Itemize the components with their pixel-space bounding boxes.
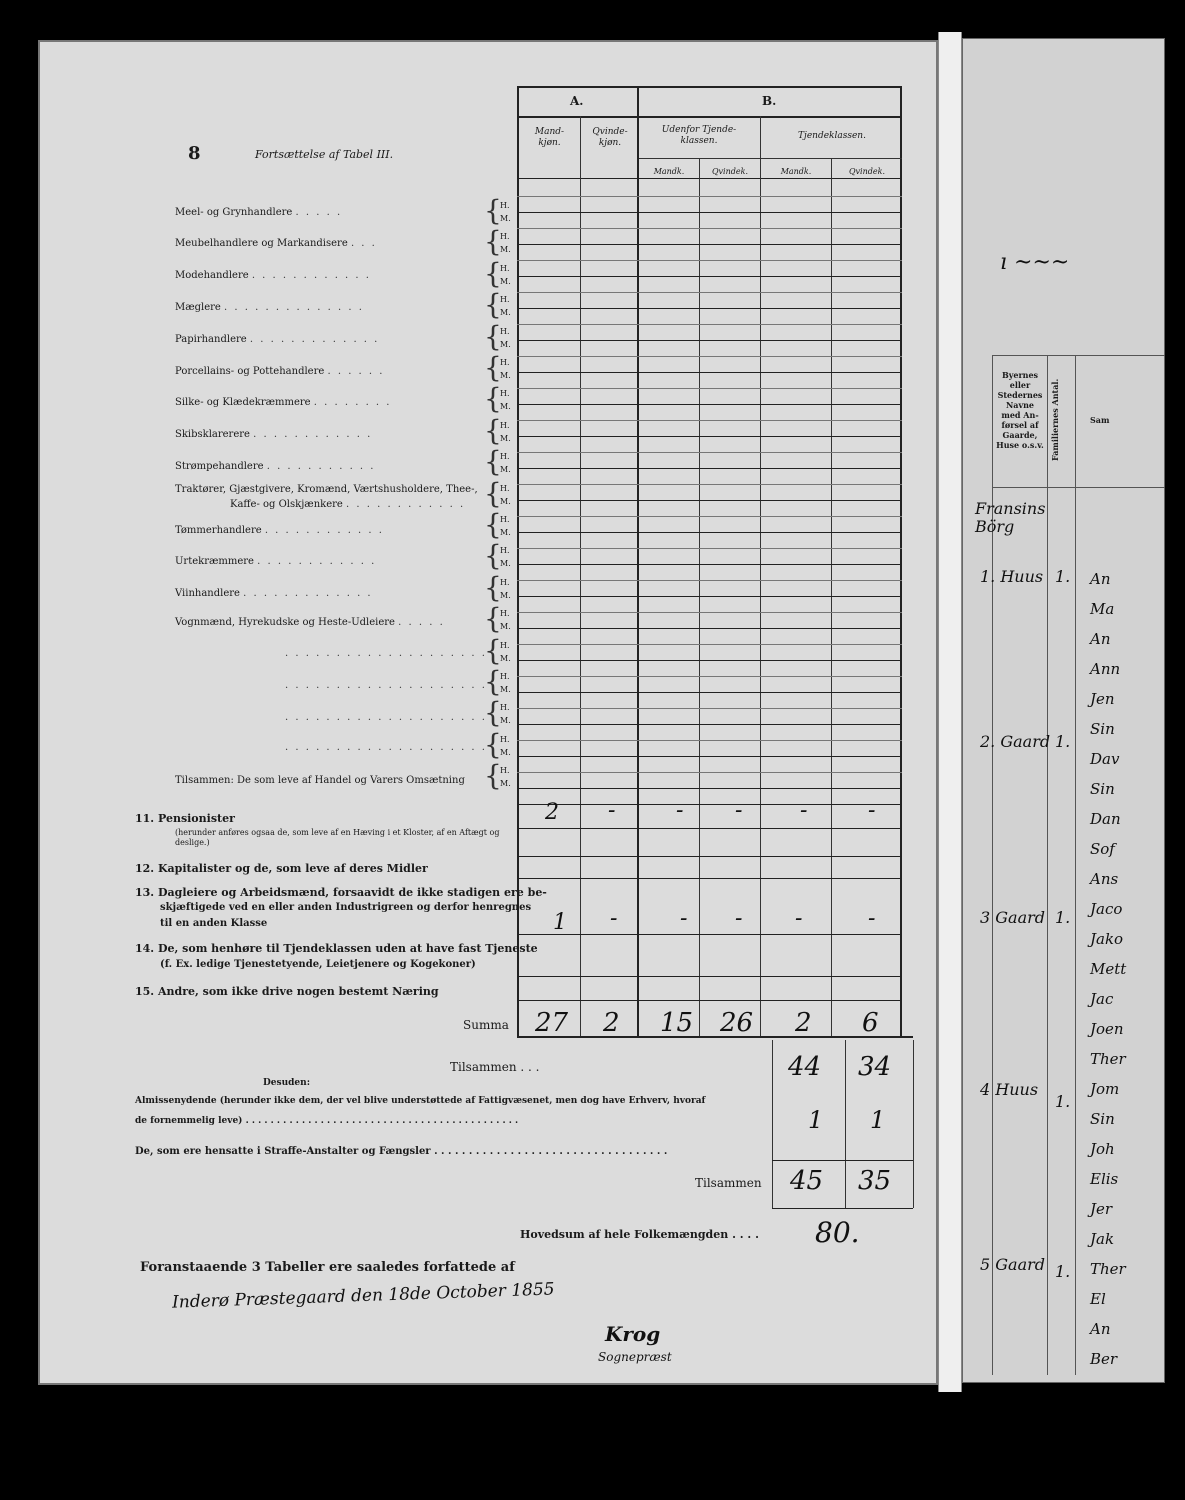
row-label: Meel- og Grynhandlere . . . . .: [175, 207, 343, 218]
row-label: Tømmerhandlere . . . . . . . . . . . .: [175, 525, 384, 536]
row-label: Urtekræmmere . . . . . . . . . . . .: [175, 556, 377, 567]
row-tilsammen-handel: Tilsammen: De som leve af Handel og Varers Omsætning: [175, 775, 465, 786]
table-row-line: [517, 516, 902, 517]
total-col-line: [845, 1040, 846, 1208]
right-name: Ther: [1090, 1050, 1126, 1068]
summa-value: 27: [535, 1008, 569, 1038]
almisse-value: 1: [870, 1106, 886, 1134]
col-mandkjon: Mand- kjøn.: [534, 127, 565, 148]
sub-qvindek-2: Qvindek.: [848, 167, 886, 176]
table-row-line: [517, 308, 902, 309]
hm-m: M.: [500, 685, 511, 694]
summa-value: 2: [795, 1008, 812, 1038]
footer-place-date: Inderø Præstegaard den 18de October 1855: [171, 1279, 555, 1313]
table-row-line: [517, 692, 902, 693]
right-entry-count: 1.: [1055, 1262, 1071, 1281]
group-b-label: B.: [762, 94, 777, 108]
hm-h: H.: [500, 515, 510, 524]
header-divider-b: [637, 158, 902, 159]
hovedsum-value: 80.: [815, 1216, 860, 1249]
table-row-line: [517, 260, 902, 261]
brace: {: [484, 759, 502, 793]
row-label: Traktører, Gjæstgivere, Kromænd, Værtshusholdere, Thee-,: [175, 484, 478, 495]
tilsammen-value: 34: [858, 1052, 892, 1082]
dagleiere-mandkjon: 1: [553, 910, 567, 935]
row-label: Modehandlere . . . . . . . . . . . .: [175, 270, 371, 281]
tilsammen2-label: Tilsammen: [695, 1176, 762, 1190]
table-row-line: [517, 708, 902, 709]
total-col-line: [772, 1040, 773, 1208]
tilsammen2-value: 35: [858, 1166, 892, 1196]
row-label: Skibsklarerere . . . . . . . . . . . .: [175, 429, 373, 440]
brace: {: [484, 319, 502, 353]
footer-signature-title: Sognepræst: [598, 1350, 672, 1364]
pensionister-dash: -: [868, 798, 876, 823]
brace: {: [484, 445, 502, 479]
right-name: Jak: [1090, 1230, 1115, 1248]
section-11: 11. Pensionister: [135, 812, 235, 825]
table-row-line: [517, 644, 902, 645]
pensionister-dash: -: [676, 798, 684, 823]
right-name: An: [1090, 570, 1111, 588]
table-row-line: [517, 420, 902, 421]
hm-m: M.: [500, 276, 511, 286]
brace: {: [484, 539, 502, 573]
col-line: [831, 158, 832, 1036]
right-name: Ber: [1090, 1350, 1118, 1368]
hm-m: M.: [500, 590, 511, 600]
right-entry-place: 4 Huus: [980, 1080, 1039, 1099]
col-qvindekjon: Qvinde- kjøn.: [592, 127, 628, 148]
table-row-line: [517, 324, 902, 325]
table-row-line: [517, 580, 902, 581]
section-13-b: skjæftigede ved en eller anden Industrigreen og derfor henregnes: [160, 902, 532, 913]
hm-m: M.: [500, 339, 511, 349]
brace: {: [484, 508, 502, 541]
right-name: Jaco: [1090, 900, 1123, 918]
summa-value: 15: [660, 1008, 694, 1038]
right-name: Ma: [1090, 600, 1115, 618]
right-page-rule: [992, 487, 1165, 488]
table-row-line: [517, 532, 902, 533]
table-row-line: [517, 436, 902, 437]
summa-value: 2: [603, 1008, 620, 1038]
right-entry-count: 1.: [1055, 1092, 1071, 1111]
row-label: Papirhandlere . . . . . . . . . . . . .: [175, 334, 380, 345]
table-row-line: [517, 484, 902, 485]
dagleiere-dash: -: [868, 906, 876, 931]
dagleiere-dash: -: [610, 906, 618, 931]
hm-h: H.: [500, 640, 510, 650]
dagleiere-dash: -: [795, 906, 803, 931]
section-row-line: [517, 878, 902, 879]
hm-m: M.: [500, 245, 511, 255]
hm-m: M.: [500, 308, 511, 318]
section-row-line: [517, 976, 902, 977]
right-header-place: Byernes eller Stedernes Navne med An- førsel af Gaarde, Huse o.s.v.: [996, 370, 1044, 450]
table-row-line: [517, 788, 902, 789]
right-name: Jer: [1090, 1200, 1113, 1218]
table-row-line: [517, 500, 902, 501]
tilsammen-value: 44: [788, 1052, 822, 1082]
table-row-line: [517, 676, 902, 677]
right-entry-place: 3 Gaard: [980, 908, 1046, 927]
hm-m: M.: [500, 465, 511, 475]
section-13-c: til en anden Klasse: [160, 918, 268, 929]
right-name: Sof: [1090, 840, 1115, 858]
right-page-mark: ı ~~~: [1000, 250, 1070, 275]
table-row-line: [517, 660, 902, 661]
running-title: Fortsættelse af Tabel III.: [255, 148, 394, 161]
section-11-note: (herunder anføres ogsaa de, som leve af en Hæving i et Kloster, af en Aftægt og deslige.): [175, 828, 500, 847]
section-row-line: [517, 828, 902, 829]
hm-h: H.: [500, 483, 510, 493]
right-name: Dan: [1090, 810, 1121, 828]
brace: {: [484, 351, 502, 384]
header-divider: [517, 116, 902, 118]
summa-value: 26: [720, 1008, 754, 1038]
right-name: Sin: [1090, 720, 1115, 738]
hm-m: M.: [500, 371, 511, 380]
row-label-cont: Kaffe- og Olskjænkere . . . . . . . . . . . .: [230, 499, 466, 510]
table-row-line: [517, 612, 902, 613]
right-name: Joen: [1090, 1020, 1124, 1038]
right-entry-place: 2. Gaard: [980, 732, 1051, 751]
table-row-line: [517, 596, 902, 597]
hm-h: H.: [500, 201, 510, 210]
total-divider: [772, 1160, 913, 1161]
row-label: Meubelhandlere og Markandisere . . .: [175, 238, 377, 249]
table-row-line: [517, 388, 902, 389]
footer-printed: Foranstaaende 3 Tabeller ere saaledes forfattede af: [140, 1260, 515, 1275]
tilsammen-label: Tilsammen . . .: [450, 1060, 540, 1074]
table-row-line: [517, 740, 902, 741]
brace: {: [484, 382, 502, 416]
right-name: Ann: [1090, 660, 1121, 678]
hm-m: M.: [500, 528, 511, 537]
sub-mandk-1: Mandk.: [653, 167, 685, 176]
summa-value: 6: [862, 1008, 879, 1038]
blank-row: . . . . . . . . . . . . . . . . . . . .: [285, 680, 487, 691]
pensionister-dash: -: [735, 798, 743, 823]
section-14-a: 14. De, som henhøre til Tjendeklassen uden at have fast Tjeneste: [135, 942, 538, 955]
right-entry-place: 1. Huus: [980, 567, 1044, 586]
col-line: [580, 116, 581, 1036]
hm-h: H.: [500, 703, 510, 713]
section-row-line: [517, 1000, 902, 1001]
right-entry-place: 5 Gaard: [980, 1255, 1046, 1274]
section-13-a: 13. Dagleiere og Arbeidsmænd, forsaavidt de ikke stadigen ere be-: [135, 886, 547, 899]
hm-m: M.: [500, 622, 511, 632]
hm-h: H.: [500, 232, 510, 242]
right-name: Ans: [1090, 870, 1119, 888]
table-row-line: [517, 356, 902, 357]
hm-h: H.: [500, 295, 510, 305]
right-name: An: [1090, 630, 1111, 648]
table-row-line: [517, 228, 902, 229]
hm-h: H.: [500, 389, 510, 399]
hm-m: M.: [500, 653, 511, 663]
brace: {: [484, 476, 502, 510]
tilsammen2-value: 45: [790, 1166, 824, 1196]
right-name: Jom: [1090, 1080, 1120, 1098]
right-entry-place: Fransins Börg: [975, 499, 1046, 536]
hovedsum-label: Hovedsum af hele Folkemængden . . . .: [520, 1228, 759, 1241]
almisse-label-a: Almissenydende (herunder ikke dem, der vel blive understøttede af Fattigvæsenet, men dog have Erhverv, hvoraf: [135, 1096, 706, 1106]
right-page-rule: [992, 355, 1165, 356]
header-bottom: [517, 178, 902, 179]
brace: {: [484, 288, 502, 322]
table-row-line: [517, 628, 902, 629]
brace: {: [484, 570, 502, 604]
book-spine: [938, 32, 962, 1392]
brace: {: [484, 633, 502, 667]
table-row-line: [517, 340, 902, 341]
right-page-col: [1047, 355, 1048, 1375]
sub-mandk-2: Mandk.: [780, 167, 812, 176]
col-line: [760, 116, 761, 1036]
pensionister-dash: -: [800, 798, 808, 823]
brace: {: [484, 194, 502, 227]
right-entry-count: 1.: [1055, 908, 1071, 927]
hm-m: M.: [500, 779, 511, 789]
hm-h: H.: [500, 326, 510, 336]
right-name: Jac: [1090, 990, 1114, 1008]
brace: {: [484, 256, 502, 290]
blank-row: . . . . . . . . . . . . . . . . . . . .: [285, 712, 487, 723]
blank-row: . . . . . . . . . . . . . . . . . . . .: [285, 648, 487, 659]
row-label: Strømpehandlere . . . . . . . . . . .: [175, 461, 376, 472]
hm-h: H.: [500, 420, 510, 430]
summa-line: [517, 1036, 913, 1038]
group-a-label: A.: [570, 94, 584, 108]
section-15: 15. Andre, som ikke drive nogen bestemt Næring: [135, 985, 439, 998]
hm-h: H.: [500, 577, 510, 587]
right-name: Jako: [1090, 930, 1124, 948]
right-name: El: [1090, 1290, 1106, 1308]
table-row-line: [517, 292, 902, 293]
table-row-line: [517, 404, 902, 405]
row-label: Silke- og Klædekræmmere . . . . . . . .: [175, 397, 392, 408]
hm-h: H.: [500, 358, 510, 367]
section-14-b: (f. Ex. ledige Tjenestetyende, Leietjenere og Kogekoner): [160, 959, 476, 970]
row-label: Viinhandlere . . . . . . . . . . . . .: [175, 588, 373, 599]
right-header-sam: Sam: [1090, 415, 1110, 425]
blank-row: . . . . . . . . . . . . . . . . . . . .: [285, 742, 487, 753]
right-name: Dav: [1090, 750, 1120, 768]
table-row-line: [517, 548, 902, 549]
table-row-line: [517, 724, 902, 725]
right-header-families: Familiernes Antal.: [1050, 378, 1060, 462]
section-row-line: [517, 804, 902, 805]
desuden-label: Desuden:: [263, 1078, 311, 1088]
right-name: Jen: [1090, 690, 1115, 708]
row-label: Vognmænd, Hyrekudske og Heste-Udleiere . . . . .: [175, 617, 445, 628]
brace: {: [484, 602, 502, 636]
brace: {: [484, 727, 502, 761]
right-entry-count: 1.: [1055, 567, 1071, 586]
table-row-line: [517, 564, 902, 565]
total-col-line: [913, 1040, 914, 1208]
table-row-line: [517, 756, 902, 757]
almisse-label-b: de fornemmelig leve) . . . . . . . . . . . . . . . . . . . . . . . . . . . . . . . . . . . . . . . . . . . .: [135, 1116, 519, 1126]
summa-label: Summa: [463, 1018, 509, 1032]
pensionister-mandkjon: 2: [545, 800, 559, 825]
hm-h: H.: [500, 734, 510, 744]
brace: {: [484, 696, 502, 730]
col-tjende: Tjendeklassen.: [798, 131, 866, 141]
hm-m: M.: [500, 747, 511, 757]
section-12: 12. Kapitalister og de, som leve af deres Midler: [135, 862, 428, 875]
hm-h: H.: [500, 672, 510, 681]
hm-m: M.: [500, 559, 511, 569]
right-name: Sin: [1090, 1110, 1115, 1128]
total-divider: [772, 1208, 913, 1209]
hm-m: M.: [500, 716, 511, 726]
straffe-label: De, som ere hensatte i Straffe-Anstalter og Fængsler . . . . . . . . . . . . . . . . . . . . . . . . . . . . . . . . . .: [135, 1146, 668, 1157]
table-row-line: [517, 196, 902, 197]
hm-h: H.: [500, 766, 510, 776]
right-entry-count: 1.: [1055, 732, 1071, 751]
table-row-line: [517, 244, 902, 245]
table-row-line: [517, 372, 902, 373]
section-row-line: [517, 856, 902, 857]
right-name: Sin: [1090, 780, 1115, 798]
hm-m: M.: [500, 214, 511, 223]
table-row-line: [517, 452, 902, 453]
almisse-value: 1: [808, 1106, 824, 1134]
brace: {: [484, 225, 502, 259]
footer-signature: Krog: [605, 1322, 661, 1346]
table-row-line: [517, 772, 902, 773]
table-row-line: [517, 276, 902, 277]
brace: {: [484, 413, 502, 447]
hm-h: H.: [500, 263, 510, 273]
dagleiere-dash: -: [680, 906, 688, 931]
right-name: Ther: [1090, 1260, 1126, 1278]
table-row-line: [517, 468, 902, 469]
hm-m: M.: [500, 433, 511, 443]
hm-h: H.: [500, 609, 510, 619]
hm-h: H.: [500, 546, 510, 556]
dagleiere-dash: -: [735, 906, 743, 931]
right-name: Mett: [1090, 960, 1127, 978]
pensionister-dash: -: [608, 798, 616, 823]
hm-m: M.: [500, 496, 511, 506]
right-name: An: [1090, 1320, 1111, 1338]
table-row-line: [517, 212, 902, 213]
right-page-col: [1075, 355, 1076, 1375]
section-row-line: [517, 934, 902, 935]
col-udenfor: Udenfor Tjende- klassen.: [661, 125, 737, 146]
col-line: [699, 158, 700, 1036]
brace: {: [484, 665, 502, 698]
hm-m: M.: [500, 402, 511, 412]
right-name: Elis: [1090, 1170, 1119, 1188]
row-label: Porcellains- og Pottehandlere . . . . . .: [175, 366, 385, 377]
row-label: Mæglere . . . . . . . . . . . . . .: [175, 302, 364, 313]
right-name: Joh: [1090, 1140, 1115, 1158]
sub-qvindek-1: Qvindek.: [711, 167, 749, 176]
hm-h: H.: [500, 452, 510, 462]
page-number: 8: [188, 143, 201, 164]
